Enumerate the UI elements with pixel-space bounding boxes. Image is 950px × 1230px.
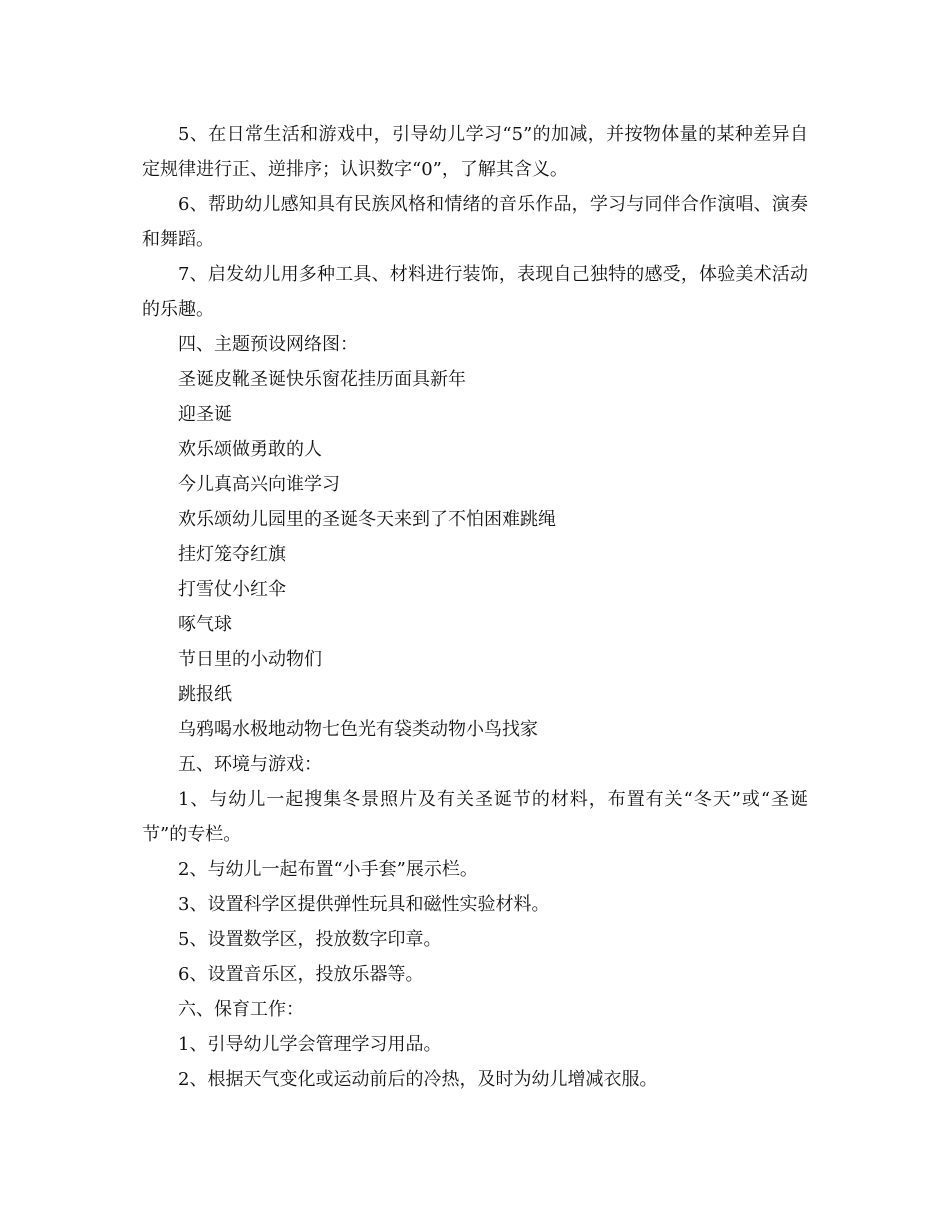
- network-line: 打雪仗小红伞: [178, 579, 286, 600]
- network-line: 挂灯笼夺红旗: [178, 544, 286, 565]
- network-line: 欢乐颂幼儿园里的圣诞冬天来到了不怕困难跳绳: [178, 509, 556, 530]
- environment-item-3: 3、设置科学区提供弹性玩具和磁性实验材料。: [178, 894, 550, 915]
- network-line: 乌鸦喝水极地动物七色光有袋类动物小鸟找家: [178, 719, 538, 740]
- network-line: 节日里的小动物们: [178, 649, 322, 670]
- paragraph-goal-7: 7、启发幼儿用多种工具、材料进行装饰，表现自己独特的感受，体验美术活动的乐趣。: [142, 264, 808, 320]
- care-item-2: 2、根据天气变化或运动前后的冷热，及时为幼儿增减衣服。: [178, 1069, 658, 1090]
- network-line: 啄气球: [178, 614, 232, 635]
- network-line: 欢乐颂做勇敢的人: [178, 439, 322, 460]
- environment-item-1: 1、与幼儿一起搜集冬景照片及有关圣诞节的材料，布置有关“冬天”或“圣诞节”的专栏。: [142, 789, 808, 845]
- section-heading-6: 六、保育工作：: [178, 999, 304, 1020]
- paragraph-goal-6: 6、帮助幼儿感知具有民族风格和情绪的音乐作品，学习与同伴合作演唱、演奏和舞蹈。: [142, 194, 808, 250]
- network-line: 今儿真高兴向谁学习: [178, 474, 340, 495]
- network-line: 圣诞皮靴圣诞快乐窗花挂历面具新年: [178, 369, 466, 390]
- network-line: 迎圣诞: [178, 404, 232, 425]
- paragraph-goal-5: 5、在日常生活和游戏中，引导幼儿学习“5”的加减，并按物体量的某种差异自定规律进行正、逆排序；认识数字“0”，了解其含义。: [142, 124, 808, 180]
- network-line: 跳报纸: [178, 684, 232, 705]
- environment-item-2: 2、与幼儿一起布置“小手套”展示栏。: [178, 859, 478, 880]
- document-body: [142, 117, 808, 1097]
- section-heading-5: 五、环境与游戏：: [178, 754, 322, 775]
- section-heading-4: 四、主题预设网络图：: [178, 334, 358, 355]
- environment-item-6: 6、设置音乐区，投放乐器等。: [178, 964, 424, 985]
- care-item-1: 1、引导幼儿学会管理学习用品。: [178, 1034, 442, 1055]
- environment-item-5: 5、设置数学区，投放数字印章。: [178, 929, 442, 950]
